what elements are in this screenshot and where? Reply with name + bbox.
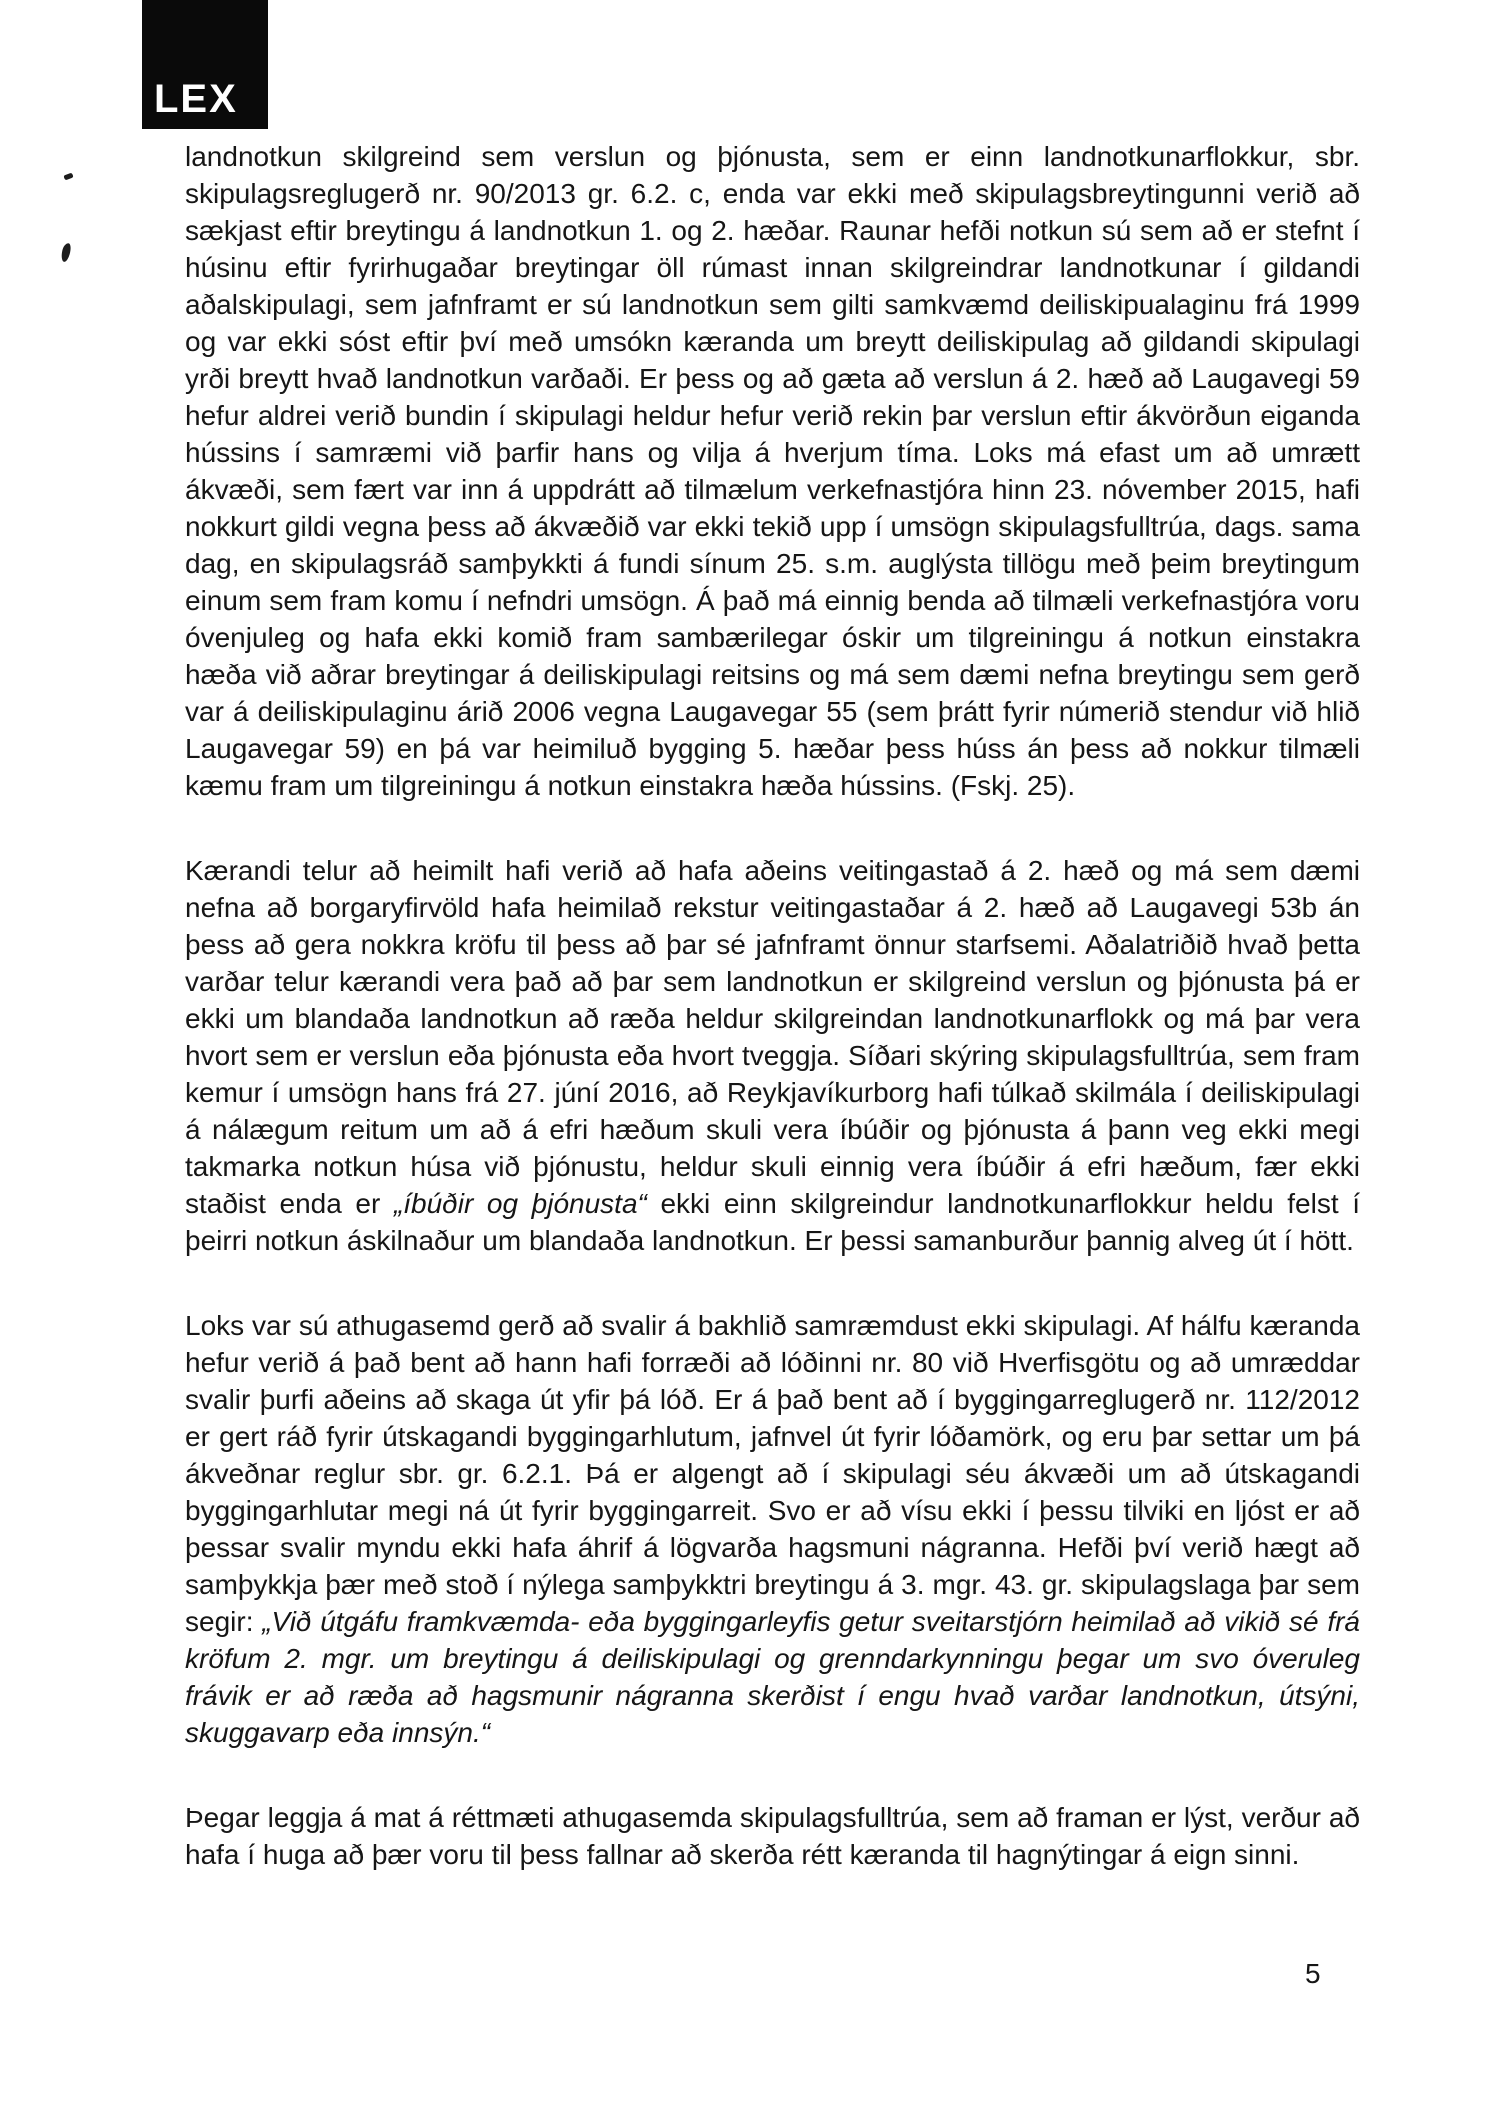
text-run: landnotkun skilgreind sem verslun og þjónusta, sem er einn landnotkunarflokkur, sbr. skipulagsreglugerð nr. 90/2013 gr. 6.2. c, enda var ekki með skipulagsbreytingunni verið að sækjast eftir breytingu á landnotkun 1. og 2. hæðar. Raunar hefði notkun sú sem að er stefnt í húsinu eftir fyrirhugaðar breytingar öll rúmast innan skilgreindrar landnotkunar í gildandi aðalskipulagi, sem jafnframt er sú landnotkun sem gilti samkvæmd deiliskipualaginu frá 1999 og var ekki sóst eftir því með umsókn kæranda um breytt deiliskipulag að gildandi skipulagi yrði breytt hvað landnotkun varðaði. Er þess og að gæta að verslun á 2. hæð að Laugavegi 59 hefur aldrei verið bundin í skipulagi heldur hefur verið rekin þar verslun eftir ákvörðun eiganda hússins í samræmi við þarfir hans og vilja á hverjum tíma. Loks má efast um að umrætt ákvæði, sem fært var inn á uppdrátt að tilmælum verkefnastjóra hinn 23. nóvember 2015, hafi nokkurt gildi vegna þess að ákvæðið var ekki tekið upp í umsögn skipulagsfulltrúa, dags. sama dag, en skipulagsráð samþykkti á fundi sínum 25. s.m. auglýsta tillögu með þeim breytingum einum sem fram komu í nefndri umsögn. Á það má einnig benda að tilmæli verkefnastjóra voru óvenjuleg og hafa ekki komið fram sambærilegar óskir um tilgreiningu á notkun einstakra hæða við aðrar breytingar á deiliskipulagi reitsins og má sem dæmi nefna breytingu sem gerð var á deiliskipulaginu árið 2006 vegna Laugavegar 55 (sem þrátt fyrir númerið stendur við hlið Laugavegar 59) en þá var heimiluð bygging 5. hæðar þess húss án þess að nokkur tilmæli kæmu fram um tilgreiningu á notkun einstakra hæða hússins. (Fskj. 25).	[185, 141, 1360, 801]
scan-artifact-comma	[60, 242, 72, 262]
document-body	[185, 138, 1360, 1873]
text-run: Loks var sú athugasemd gerð að svalir á bakhlið samræmdust ekki skipulagi. Af hálfu kæranda hefur verið á það bent að hann hafi forræði að lóðinni nr. 80 við Hverfisgötu og að umræddar svalir þurfi aðeins að skaga út yfir þá lóð. Er á það bent að í byggingarreglugerð nr. 112/2012 er gert ráð fyrir útskagandi byggingarhlutum, jafnvel út fyrir lóðamörk, og eru þar settar um þá ákveðnar reglur sbr. gr. 6.2.1. Þá er algengt að í skipulagi séu ákvæði um að útskagandi byggingarhlutar megi ná út fyrir byggingarreit. Svo er að vísu ekki í þessu tilviki en ljóst er að þessar svalir myndu ekki hafa áhrif á lögvarða hagsmuni nágranna. Hefði því verið hægt að samþykkja þær með stoð í nýlega samþykktri breytingu á 3. mgr. 43. gr. skipulagslaga þar sem segir:	[185, 1310, 1360, 1637]
text-run: ekki einn skilgreindur landnotkunarflokkur heldu felst í þeirri notkun áskilnaður um blandaða landnotkun. Er þessi samanburður þannig alveg út í hött.	[185, 1188, 1360, 1256]
text-run: Þegar leggja á mat á réttmæti athugasemda skipulagsfulltrúa, sem að framan er lýst, verður að hafa í huga að þær voru til þess fallnar að skerða rétt kæranda til hagnýtingar á eign sinni.	[185, 1802, 1360, 1870]
paragraph-3	[185, 1307, 1360, 1751]
text-run-italic: „íbúðir og þjónusta“	[393, 1188, 647, 1219]
text-run: Kærandi telur að heimilt hafi verið að hafa aðeins veitingastað á 2. hæð og má sem dæmi nefna að borgaryfirvöld hafa heimilað rekstur veitingastaðar á 2. hæð að Laugavegi 53b án þess að gera nokkra kröfu til þess að þar sé jafnframt önnur starfsemi. Aðalatriðið hvað þetta varðar telur kærandi vera það að þar sem landnotkun er skilgreind verslun og þjónusta þá er ekki um blandaða landnotkun að ræða heldur skilgreindan landnotkunarflokk og má þar vera hvort sem er verslun eða þjónusta eða hvort tveggja. Síðari skýring skipulagsfulltrúa, sem fram kemur í umsögn hans frá 27. júní 2016, að Reykjavíkurborg hafi túlkað skilmála í deiliskipulagi á nálægum reitum um að á efri hæðum skuli vera íbúðir og þjónusta á þann veg ekki megi takmarka notkun húsa við þjónustu, heldur skuli einnig vera íbúðir á efri hæðum, fær ekki staðist enda er	[185, 855, 1360, 1219]
paragraph-1	[185, 138, 1360, 804]
text-run-italic: „Við útgáfu framkvæmda- eða byggingarleyfis getur sveitarstjórn heimilað að vikið sé frá kröfum 2. mgr. um breytingu á deiliskipulagi og grenndarkynningu þegar um svo óveruleg frávik er að ræða að hagsmunir nágranna skerðist í engu hvað varðar landnotkun, útsýni, skuggavarp eða innsýn.“	[185, 1606, 1360, 1748]
lex-logo	[142, 0, 268, 129]
scan-artifact-dot	[63, 173, 73, 181]
paragraph-4	[185, 1799, 1360, 1873]
paragraph-2	[185, 852, 1360, 1259]
lex-logo-text: LEX	[154, 77, 238, 121]
page-number: 5	[1305, 1958, 1321, 1989]
